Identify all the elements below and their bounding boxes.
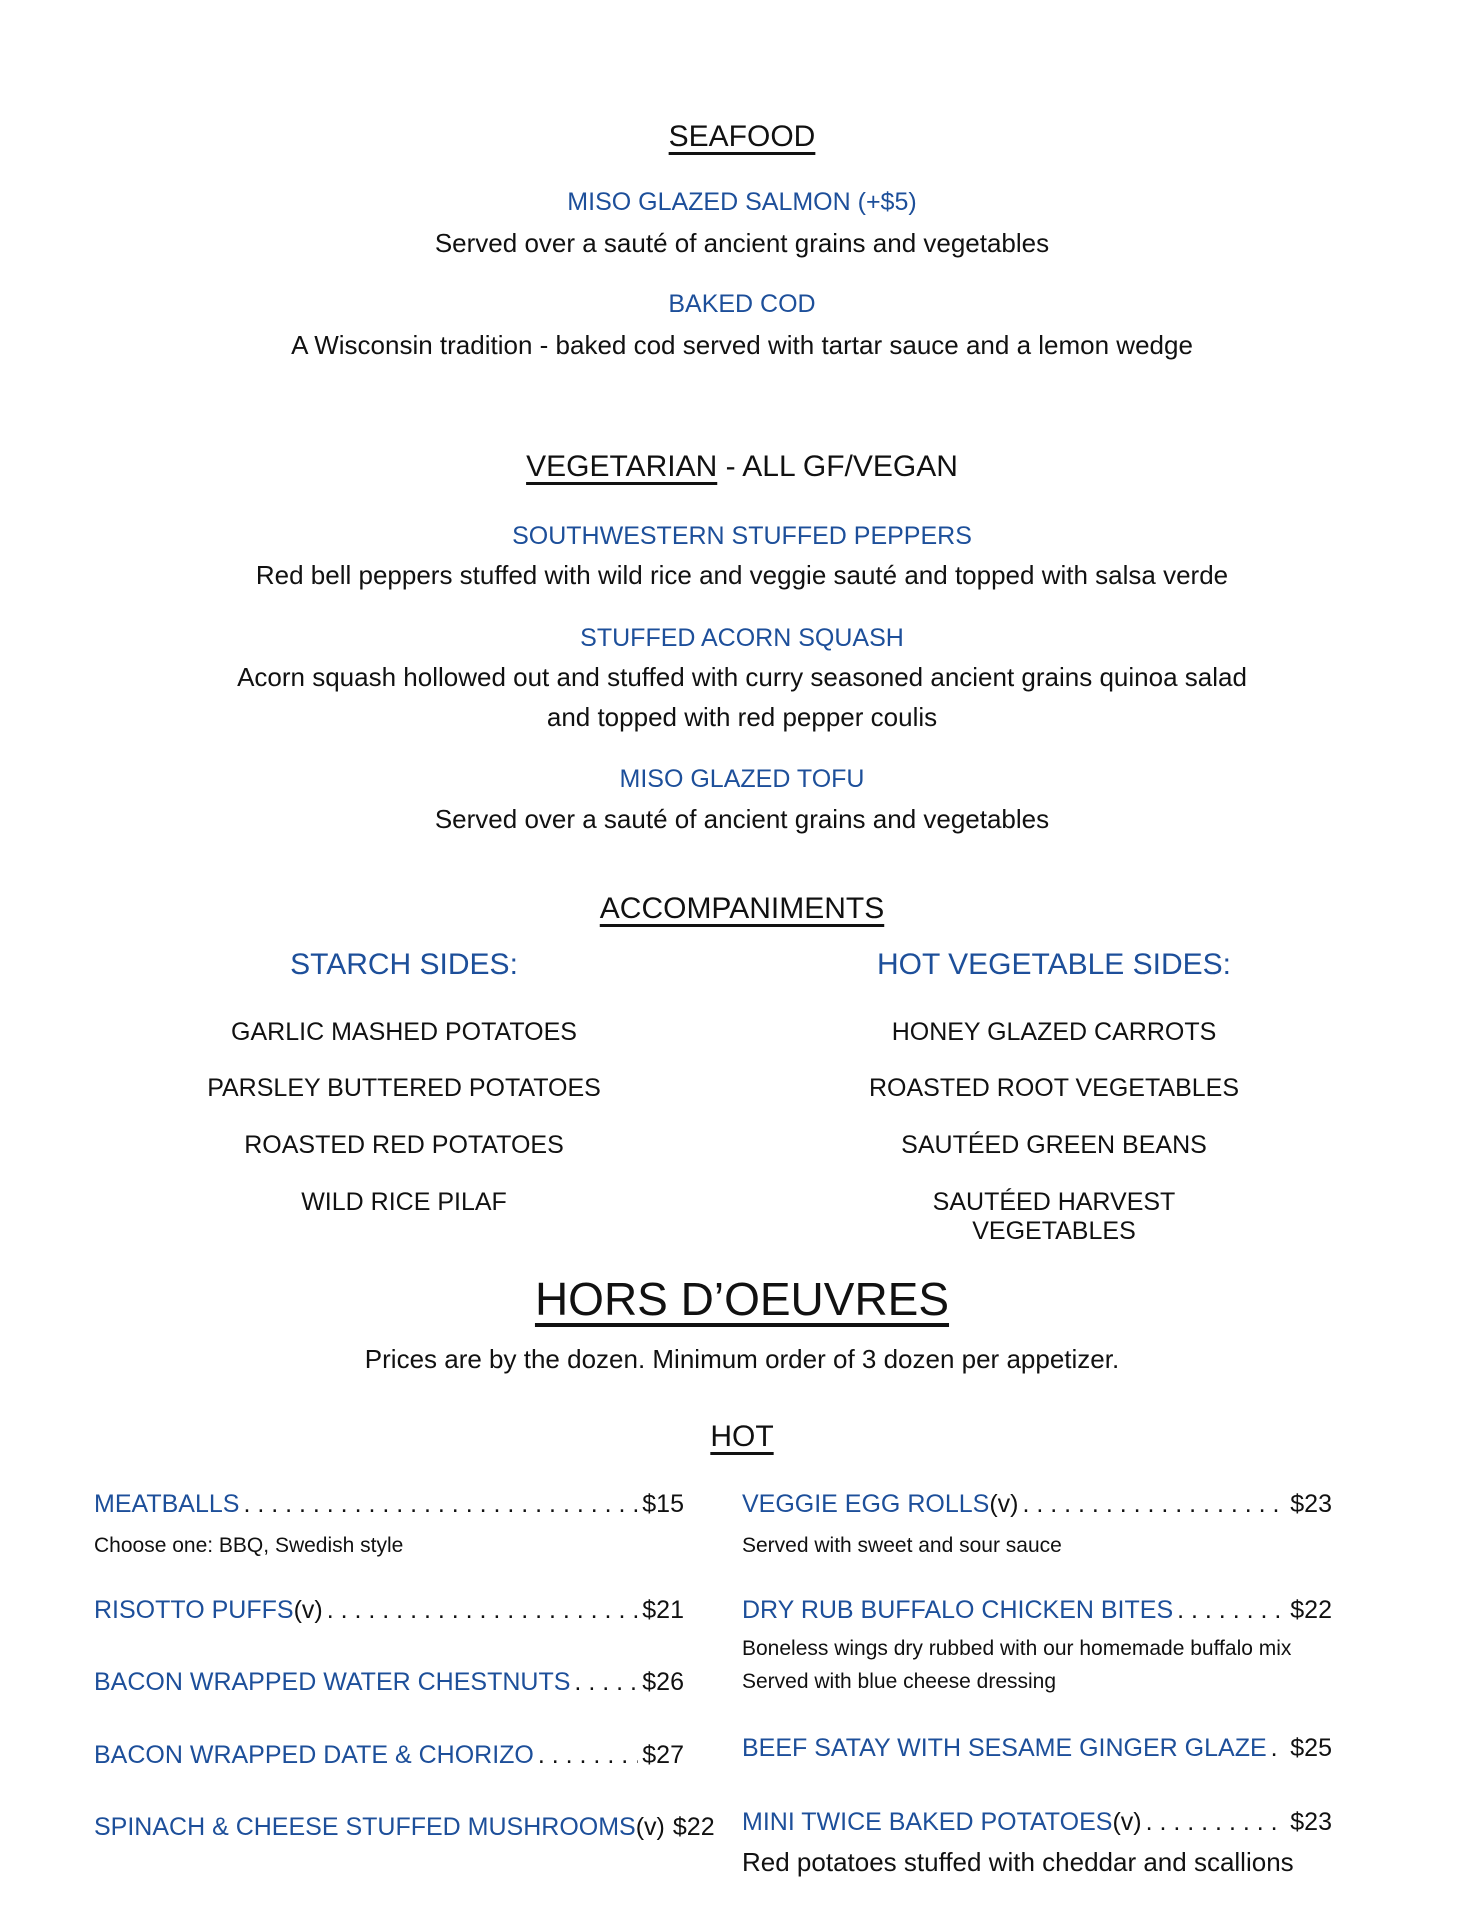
dish-desc-tofu: Served over a sauté of ancient grains and vegetables	[434, 804, 1050, 834]
dish-desc-squash-1: Acorn squash hollowed out and stuffed with curry seasoned ancient grains quinoa salad	[237, 662, 1247, 692]
vegetable-side-item: SAUTÉED GREEN BEANS	[901, 1131, 1207, 1159]
menu-item	[94, 1490, 684, 1519]
item-name: BEEF SATAY WITH SESAME GINGER GLAZE	[742, 1734, 1267, 1762]
leader-dots	[538, 1741, 638, 1770]
hors-doeuvres-title: HORS D’OEUVRES	[534, 1273, 950, 1325]
leader-dots	[243, 1490, 638, 1519]
accompaniments-heading: ACCOMPANIMENTS	[599, 892, 885, 925]
dish-desc-salmon: Served over a sauté of ancient grains and vegetables	[434, 228, 1050, 258]
leader-dots	[1271, 1734, 1287, 1763]
vegetable-side-item: SAUTÉED HARVEST VEGETABLES	[932, 1188, 1176, 1245]
item-veg-mark: (v)	[293, 1596, 323, 1624]
menu-item	[94, 1741, 684, 1770]
menu-item	[94, 1596, 684, 1625]
item-price: $21	[642, 1596, 684, 1624]
vegetable-sides-heading: HOT VEGETABLE SIDES:	[877, 948, 1231, 981]
dish-name-peppers: SOUTHWESTERN STUFFED PEPPERS	[512, 522, 972, 550]
item-veg-mark: (v)	[635, 1813, 665, 1841]
item-name: BACON WRAPPED WATER CHESTNUTS	[94, 1668, 571, 1696]
vegetable-side-item: ROASTED ROOT VEGETABLES	[869, 1074, 1239, 1102]
item-price: $23	[1290, 1490, 1332, 1518]
item-name: DRY RUB BUFFALO CHICKEN BITES	[742, 1596, 1174, 1624]
dish-name-cod: BAKED COD	[668, 290, 816, 318]
starch-sides-heading: STARCH SIDES:	[290, 948, 518, 981]
item-note: Boneless wings dry rubbed with our homemade buffalo mix	[742, 1637, 1292, 1660]
menu-item	[742, 1596, 1332, 1625]
seafood-heading: SEAFOOD	[668, 120, 816, 153]
leader-dots	[327, 1596, 639, 1625]
menu-item	[94, 1668, 684, 1697]
hors-doeuvres-subtitle: Prices are by the dozen. Minimum order of 3 dozen per appetizer.	[364, 1344, 1120, 1374]
item-name: RISOTTO PUFFS	[94, 1596, 294, 1624]
vegetarian-heading-row	[0, 450, 1484, 484]
item-note: Served with blue cheese dressing	[742, 1670, 1057, 1693]
item-name: MINI TWICE BAKED POTATOES	[742, 1808, 1113, 1836]
item-price: $25	[1290, 1734, 1332, 1762]
starch-side-item: ROASTED RED POTATOES	[244, 1131, 564, 1159]
starch-side-item: WILD RICE PILAF	[301, 1188, 507, 1216]
starch-side-item: PARSLEY BUTTERED POTATOES	[207, 1074, 601, 1102]
item-note: Choose one: BBQ, Swedish style	[94, 1534, 404, 1557]
menu-item	[742, 1808, 1332, 1837]
item-price: $26	[642, 1668, 684, 1696]
hot-heading: HOT	[710, 1420, 774, 1453]
leader-dots	[574, 1668, 638, 1697]
item-name: VEGGIE EGG ROLLS	[742, 1490, 990, 1518]
vegetarian-suffix: - ALL GF/VEGAN	[717, 450, 958, 483]
menu-item	[742, 1734, 1332, 1763]
dish-name-salmon: MISO GLAZED SALMON (+$5)	[567, 188, 917, 216]
item-note: Red potatoes stuffed with cheddar and scallions	[742, 1847, 1294, 1877]
menu-item	[742, 1490, 1332, 1519]
item-price: $23	[1290, 1808, 1332, 1836]
item-veg-mark: (v)	[989, 1490, 1019, 1518]
item-price: $22	[1290, 1596, 1332, 1624]
leader-dots	[1177, 1596, 1286, 1625]
starch-side-item: GARLIC MASHED POTATOES	[231, 1018, 577, 1046]
dish-desc-squash-2: and topped with red pepper coulis	[546, 702, 938, 732]
leader-dots	[1022, 1490, 1286, 1519]
vegetable-side-item: HONEY GLAZED CARROTS	[891, 1018, 1217, 1046]
item-note: Served with sweet and sour sauce	[742, 1534, 1062, 1557]
item-name: MEATBALLS	[94, 1490, 240, 1518]
item-price: $22	[672, 1813, 715, 1841]
vegetarian-heading: VEGETARIAN	[526, 450, 718, 483]
item-price: $27	[642, 1741, 684, 1769]
item-veg-mark: (v)	[1112, 1808, 1142, 1836]
dish-desc-cod: A Wisconsin tradition - baked cod served with tartar sauce and a lemon wedge	[291, 330, 1193, 360]
item-name: BACON WRAPPED DATE & CHORIZO	[94, 1741, 534, 1769]
leader-dots	[1146, 1808, 1287, 1837]
item-name: SPINACH & CHEESE STUFFED MUSHROOMS	[94, 1813, 636, 1841]
dish-name-squash: STUFFED ACORN SQUASH	[580, 624, 904, 652]
item-price: $15	[642, 1490, 684, 1518]
menu-item	[94, 1813, 715, 1842]
dish-desc-peppers: Red bell peppers stuffed with wild rice and veggie sauté and topped with salsa verde	[255, 560, 1229, 590]
dish-name-tofu: MISO GLAZED TOFU	[619, 765, 865, 793]
